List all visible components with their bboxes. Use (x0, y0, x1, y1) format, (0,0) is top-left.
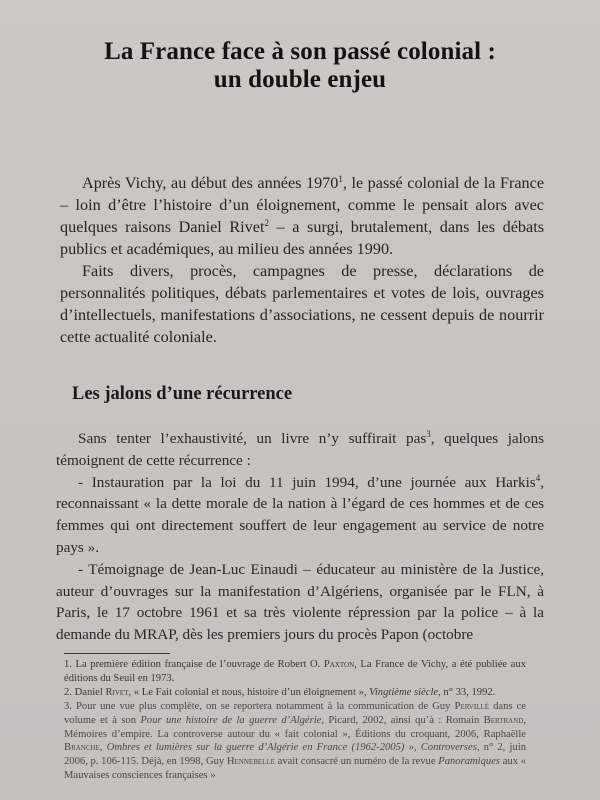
text-run: , quelques jalons témoignent de cette récurrence : (56, 430, 544, 469)
text-run: », (404, 742, 421, 754)
text-run: , Picard, 2002, ainsi qu’à : Romain (321, 714, 484, 726)
chapter-title-line2: un double enjeu (213, 66, 387, 93)
text-run: , Mémoires d’empire. La controverse autour du « fait colonial », Éditions du croquant, 2006, Raphaëlle (64, 714, 526, 740)
book-title: Ombres et lumières sur la guerre d’Algérie en France (1962-2005) (106, 742, 405, 754)
journal-title: Controverses (420, 742, 477, 754)
text-run: , (99, 742, 107, 754)
footnote-ref-2: 2 (264, 218, 269, 228)
author-name: Hennebelle (226, 756, 275, 768)
chapter-title-line1: La France face à son passé colonial : (104, 38, 496, 65)
footnote-3 (64, 700, 526, 783)
footnotes (64, 658, 526, 783)
footnote-1 (64, 658, 526, 686)
footnote-ref-3: 3 (426, 429, 431, 439)
intro-paragraph-1 (60, 172, 544, 260)
book-title: Pour une histoire de la guerre d’Algérie (140, 714, 322, 726)
text-run: – a surgi, brutalement, dans les débats publics et académiques, au milieu des années 1990. (60, 218, 544, 258)
text-run: , le passé colonial de la France – loin d’être l’histoire d’un éloignement, comme le pensait alors avec quelques raisons Daniel Rivet (60, 174, 544, 236)
author-name: Paxton (323, 659, 355, 670)
text-run: 3. Pour une vue plus complète, on se reportera notamment à la communication de Guy (64, 700, 455, 712)
author-name: Rivet (105, 686, 129, 698)
text-run: Après Vichy, au début des années 1970 (82, 174, 339, 192)
section-paragraph-einaudi: - Témoignage de Jean-Luc Einaudi – éducateur au ministère de la Justice, auteur d’ouvrages sur la manifestation d’Algériens, organisée par le FLN, à Paris, le 17 octobre 1961 et sa très violente répression par la police – à la demande du MRAP, dès les premiers jours du procès Papon (octobre (56, 560, 544, 644)
author-name: Branche (64, 742, 100, 754)
author-name: Bertrand (483, 714, 524, 726)
text-run: , reconnaissant « la dette morale de la nation à l’égard de ces hommes et de ces femmes qui ont directement souffert de leur engagement au service de notre pays ». (56, 473, 544, 556)
text-run: Sans tenter l’exhaustivité, un livre n’y suffirait pas (78, 430, 427, 447)
author-name: Pervillé (454, 700, 490, 712)
text-run: , La France de Vichy, a été publiée aux éditions du Seuil en 1973. (64, 659, 526, 684)
text-run: 2. Daniel (64, 686, 106, 698)
intro-paragraph-2: Faits divers, procès, campagnes de presse, déclarations de personnalités politiques, débats parlementaires et votes de lois, ouvrages d’intellectuels, manifestations d’associations, ne cessent depuis de nourrir cette actualité coloniale. (60, 262, 544, 346)
text-run: , n° 33, 1992. (438, 686, 496, 698)
text-run: - Instauration par la loi du 11 juin 1994, d’une journée aux Harkis (78, 473, 536, 491)
text-run: , n° 2, juin 2006, p. 106-115. Déjà, en 1998, Guy (64, 742, 526, 768)
journal-title: Vingtième siècle (369, 686, 439, 698)
footnote-2 (64, 686, 526, 700)
section-heading: Les jalons d’une récurrence (72, 384, 293, 404)
section-paragraph-harkis (56, 472, 544, 559)
journal-title: Panoramiques (438, 756, 501, 768)
text-run: aux « Mauvaises consciences françaises » (64, 756, 526, 782)
text-run: dans ce volume et à son (64, 700, 526, 726)
footnote-divider (64, 653, 170, 654)
text-run: avait consacré un numéro de la revue (274, 756, 439, 768)
chapter-title (40, 38, 560, 94)
footnote-ref-1: 1 (338, 174, 343, 184)
section-paragraph-1 (56, 428, 544, 472)
intro-section (60, 172, 544, 348)
text-run: 1. La première édition française de l’ouvrage de Robert O. (64, 659, 324, 670)
section-body (56, 428, 544, 646)
text-run: , « Le Fait colonial et nous, histoire d’un éloignement », (128, 686, 370, 698)
footnote-ref-4: 4 (535, 472, 541, 483)
